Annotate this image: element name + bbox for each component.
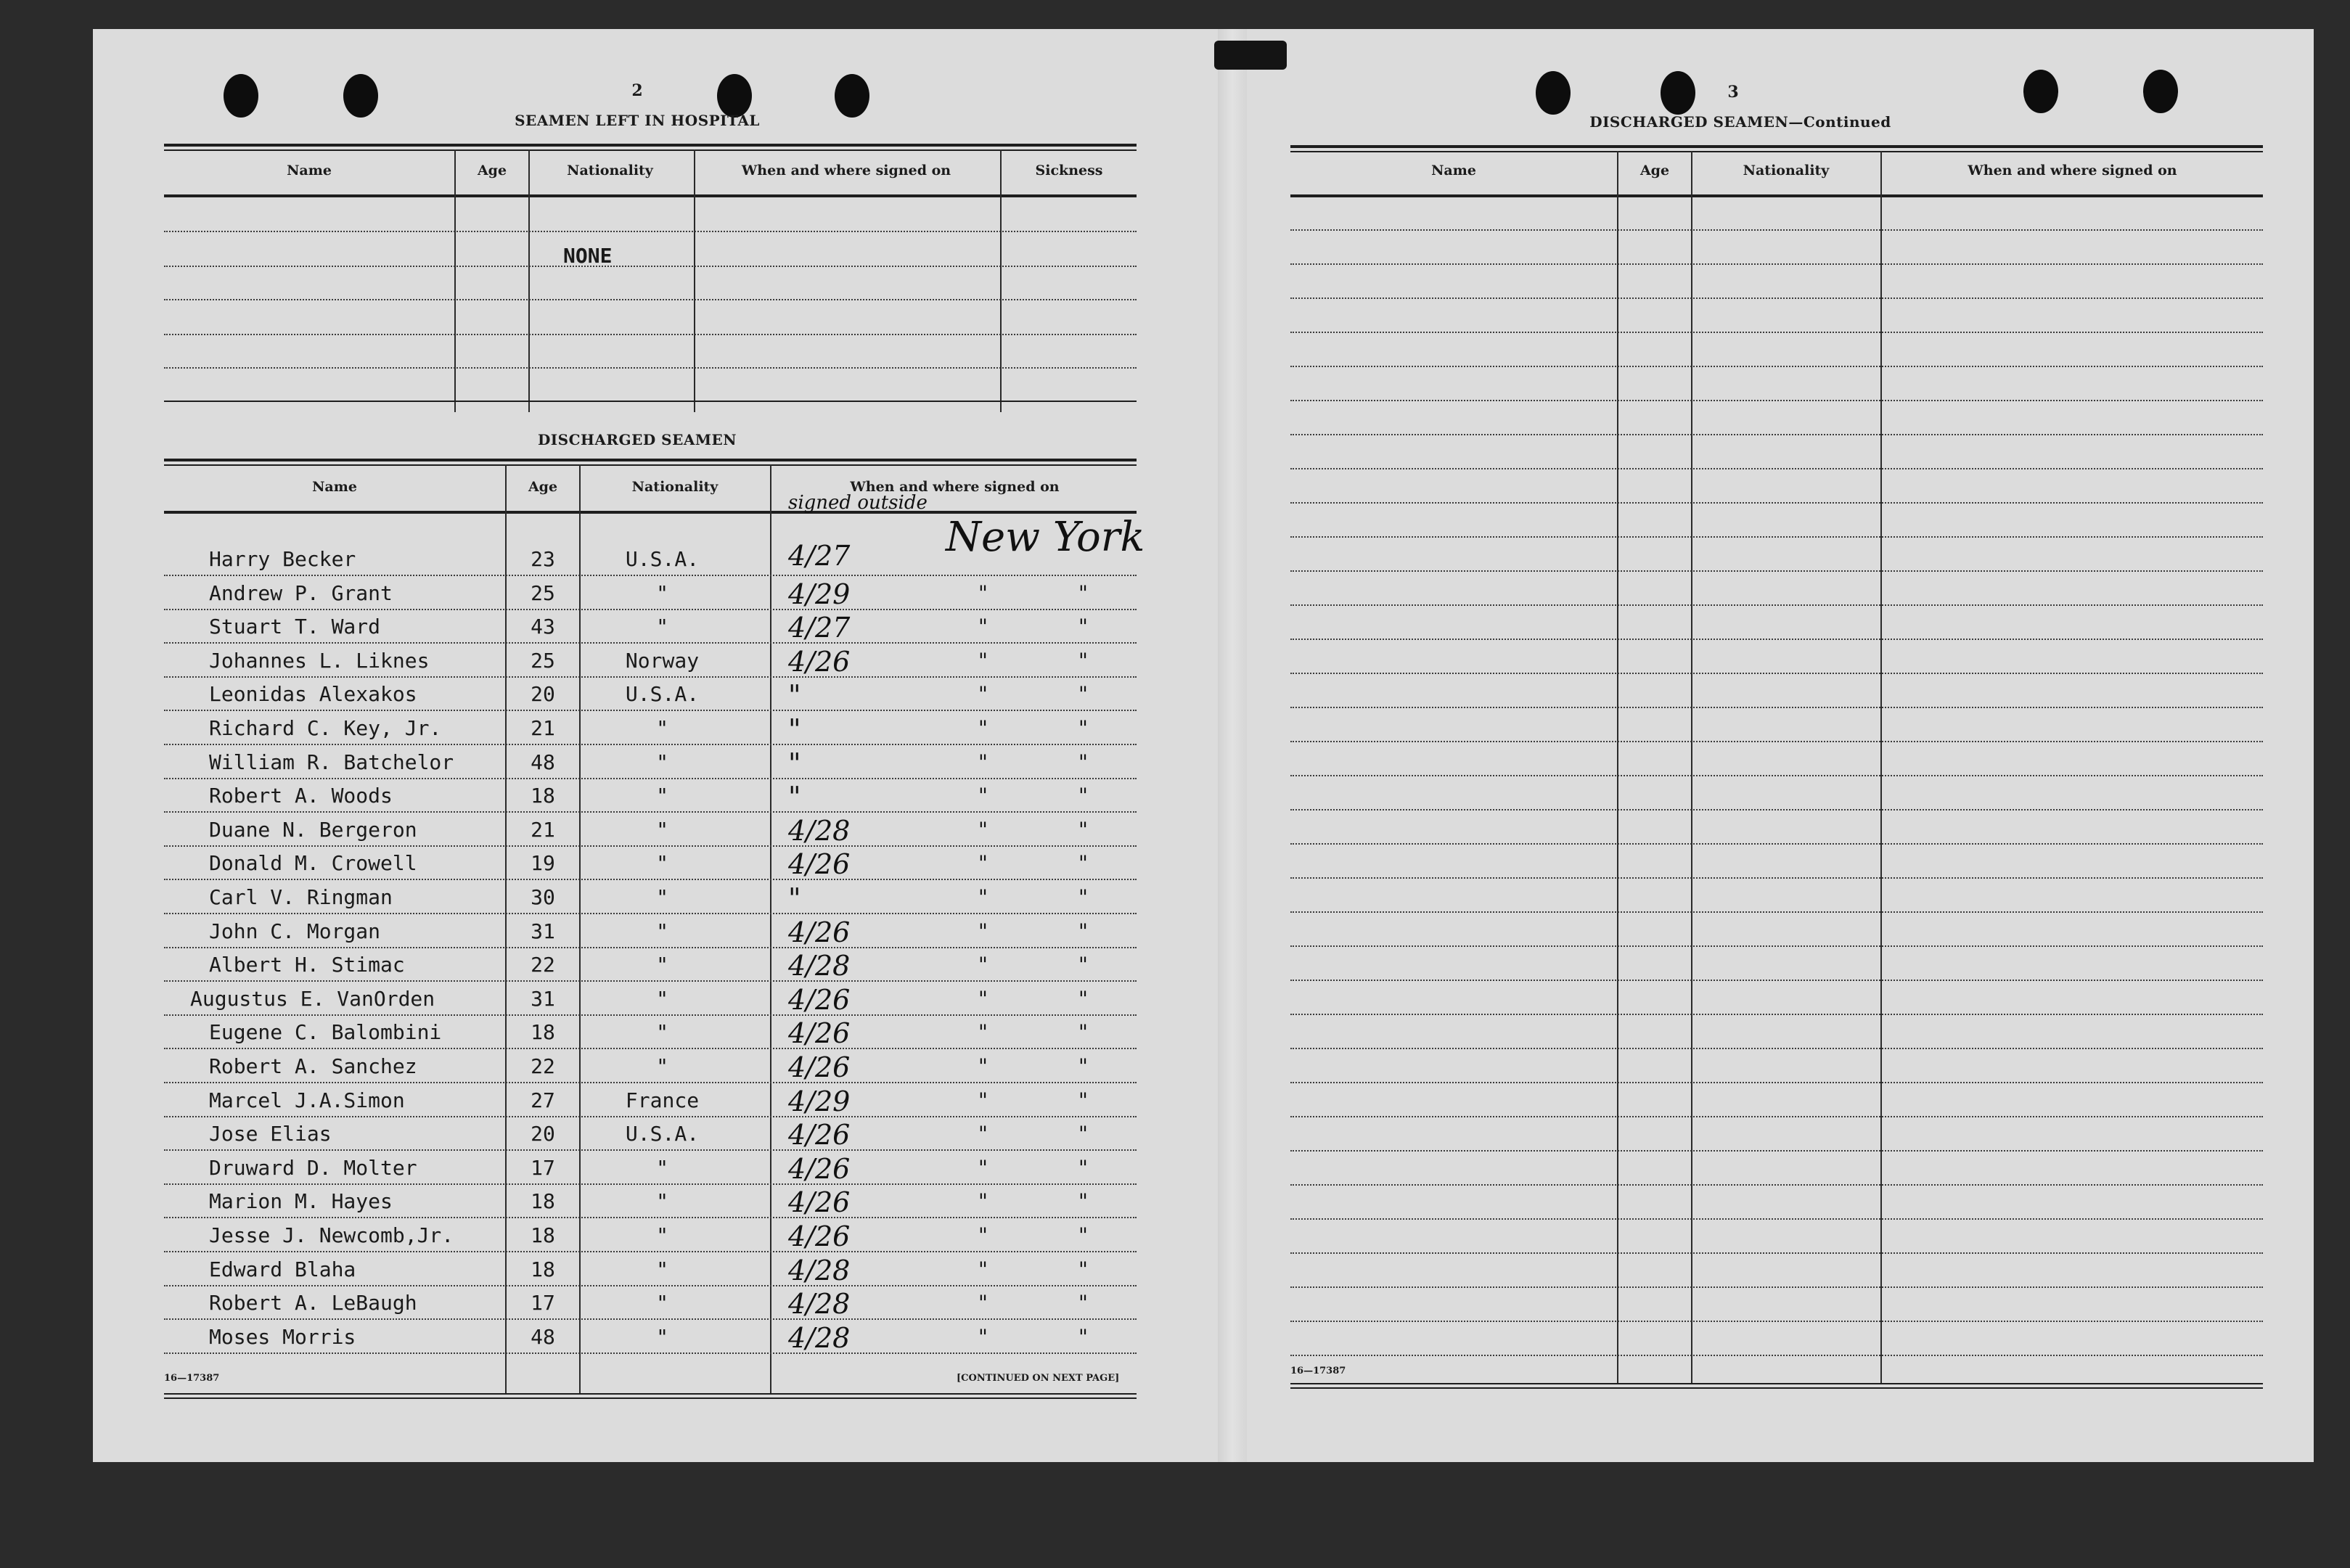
place-ditto: " [978, 1291, 988, 1315]
signed-on-date: 4/26 [788, 1220, 851, 1252]
seaman-name: Donald M. Crowell [209, 851, 417, 875]
place-ditto: " [1078, 784, 1088, 808]
table-row [164, 1186, 1137, 1220]
table-row [164, 1255, 1137, 1288]
left-page [93, 29, 1218, 1462]
row-line [1290, 1321, 2263, 1322]
seaman-name: Jose Elias [209, 1122, 332, 1146]
signed-on-date: 4/26 [788, 916, 851, 948]
seaman-age: 18 [531, 784, 555, 808]
right-page [1247, 29, 2314, 1462]
row-line [1290, 400, 2263, 401]
row-line [164, 367, 1137, 369]
table-row [164, 679, 1137, 713]
column-divider [1000, 149, 1002, 412]
hospital-section-title: SEAMEN LEFT IN HOSPITAL [515, 112, 760, 129]
seaman-age: 18 [531, 1189, 555, 1213]
ledger-sheet [93, 29, 2314, 1462]
continued-header-name: Name [1431, 163, 1476, 178]
place-ditto: " [978, 682, 988, 706]
row-line [1290, 911, 2263, 913]
place-ditto: " [1078, 885, 1088, 909]
table-row [164, 882, 1137, 916]
seaman-age: 18 [531, 1020, 555, 1044]
row-line [1290, 229, 2263, 231]
seaman-name: Andrew P. Grant [209, 581, 393, 605]
row-line [164, 1318, 1137, 1320]
place-ditto: " [1078, 851, 1088, 875]
seaman-nationality: " [656, 716, 668, 740]
row-line [164, 1048, 1137, 1049]
place-ditto: " [978, 1325, 988, 1349]
continued-section-title: DISCHARGED SEAMEN—Continued [1589, 113, 1891, 131]
seaman-age: 19 [531, 851, 555, 875]
place-ditto: " [1078, 818, 1088, 842]
seaman-age: 25 [531, 581, 555, 605]
seaman-nationality: " [656, 750, 668, 774]
seaman-nationality: " [656, 919, 668, 943]
seaman-name: Marion M. Hayes [209, 1189, 393, 1213]
table-row [164, 713, 1137, 747]
rule [164, 401, 1137, 402]
row-line [1290, 1355, 2263, 1356]
form-number: 16—17387 [1290, 1366, 1346, 1376]
seaman-nationality: " [656, 1189, 668, 1213]
seaman-age: 48 [531, 750, 555, 774]
rule [164, 149, 1137, 151]
page-number: 3 [1727, 83, 1739, 102]
seaman-nationality: " [656, 581, 668, 605]
seaman-name: Robert A. Woods [209, 784, 393, 808]
place-ditto: " [978, 1223, 988, 1247]
row-line [1290, 673, 2263, 674]
place-ditto: " [1078, 649, 1088, 673]
row-line [1290, 1116, 2263, 1117]
place-ditto: " [1078, 615, 1088, 639]
place-ditto: " [1078, 1122, 1088, 1146]
signed-on-date: " [788, 781, 801, 813]
row-line [1290, 502, 2263, 504]
place-ditto: " [1078, 1156, 1088, 1180]
place-ditto: " [1078, 1223, 1088, 1247]
seaman-age: 25 [531, 649, 555, 673]
continued-note: [CONTINUED ON NEXT PAGE] [957, 1373, 1120, 1384]
seaman-nationality: " [656, 851, 668, 875]
seaman-age: 43 [531, 615, 555, 639]
rule [164, 459, 1137, 461]
row-line [164, 947, 1137, 948]
row-line [1290, 1184, 2263, 1186]
row-line [1290, 468, 2263, 469]
rule [1290, 145, 2263, 148]
seaman-nationality: " [656, 615, 668, 639]
place-ditto: " [978, 851, 988, 875]
signed-on-date: 4/28 [788, 950, 851, 982]
signed-on-date: 4/28 [788, 815, 851, 847]
discharged-header-signed-on: When and where signed on [850, 479, 1060, 495]
row-line [164, 1014, 1137, 1016]
seaman-name: Eugene C. Balombini [209, 1020, 442, 1044]
seaman-nationality: France [625, 1088, 700, 1112]
place-ditto: " [1078, 1257, 1088, 1281]
seaman-name: Johannes L. Liknes [209, 649, 430, 673]
row-line [1290, 775, 2263, 776]
table-row [164, 747, 1137, 781]
seaman-age: 27 [531, 1088, 555, 1112]
signed-on-date: 4/29 [788, 1085, 851, 1117]
seaman-age: 31 [531, 987, 555, 1011]
seaman-nationality: U.S.A. [625, 547, 700, 571]
seaman-nationality: U.S.A. [625, 1122, 700, 1146]
seaman-nationality: " [656, 1291, 668, 1315]
seaman-age: 48 [531, 1325, 555, 1349]
discharged-header-name: Name [312, 479, 357, 495]
seaman-nationality: " [656, 1325, 668, 1349]
row-line [1290, 604, 2263, 606]
signed-on-date: 4/26 [788, 646, 851, 678]
seaman-age: 31 [531, 919, 555, 943]
row-line [1290, 741, 2263, 742]
row-line [164, 1183, 1137, 1185]
rule [1290, 1387, 2263, 1389]
row-line [1290, 1218, 2263, 1220]
table-row [164, 1322, 1137, 1355]
hospital-header-name: Name [287, 163, 332, 178]
row-line [1290, 809, 2263, 810]
row-line [1290, 1048, 2263, 1049]
place-ditto: " [978, 750, 988, 774]
row-line [164, 676, 1137, 678]
place-ditto: " [1078, 682, 1088, 706]
place-ditto: " [1078, 1189, 1088, 1213]
seaman-name: Druward D. Molter [209, 1156, 417, 1180]
table-row [164, 646, 1137, 679]
table-row [164, 1051, 1137, 1085]
row-line [1290, 1014, 2263, 1015]
row-line [1290, 1150, 2263, 1152]
rule [164, 1397, 1137, 1399]
row-line [164, 879, 1137, 880]
seaman-name: Robert A. Sanchez [209, 1054, 417, 1078]
row-line [164, 231, 1137, 232]
discharged-section-title: DISCHARGED SEAMEN [537, 431, 737, 448]
place-ditto: " [978, 1020, 988, 1044]
seaman-name: Edward Blaha [209, 1257, 356, 1281]
place-ditto: " [1078, 987, 1088, 1011]
seaman-age: 20 [531, 1122, 555, 1146]
signed-on-date: 4/26 [788, 1119, 851, 1151]
hospital-header-nationality: Nationality [567, 163, 653, 178]
hospital-header-signed-on: When and where signed on [741, 163, 951, 178]
seaman-name: Moses Morris [209, 1325, 356, 1349]
row-line [164, 913, 1137, 914]
rule [164, 1393, 1137, 1395]
table-row [164, 1119, 1137, 1152]
place-ditto: " [978, 1088, 988, 1112]
seaman-nationality: " [656, 1054, 668, 1078]
row-line [1290, 945, 2263, 947]
column-divider [454, 149, 456, 412]
row-line [1290, 1082, 2263, 1083]
seaman-name: Jesse J. Newcomb,Jr. [209, 1223, 454, 1247]
row-line [164, 1082, 1137, 1083]
seaman-nationality: U.S.A. [625, 682, 700, 706]
signed-on-date: 4/28 [788, 1288, 851, 1320]
seaman-name: Richard C. Key, Jr. [209, 716, 442, 740]
signed-on-date: 4/26 [788, 848, 851, 880]
place-ditto: " [978, 1156, 988, 1180]
row-line [1290, 263, 2263, 265]
row-line [1290, 297, 2263, 299]
signed-on-date: " [788, 882, 801, 914]
table-row [164, 950, 1137, 983]
row-line [164, 642, 1137, 644]
signed-on-date: " [788, 679, 801, 711]
seaman-age: 23 [531, 547, 555, 571]
seaman-name: John C. Morgan [209, 919, 381, 943]
place-ditto: " [1078, 1020, 1088, 1044]
place-ditto: " [1078, 750, 1088, 774]
seaman-age: 18 [531, 1223, 555, 1247]
table-row [164, 612, 1137, 645]
place-ditto: " [978, 581, 988, 605]
seaman-nationality: " [656, 885, 668, 909]
seaman-age: 22 [531, 1054, 555, 1078]
place-ditto: " [1078, 953, 1088, 977]
place-ditto: " [978, 1257, 988, 1281]
table-row [164, 781, 1137, 814]
rule [164, 194, 1137, 197]
place-ditto: " [978, 1122, 988, 1146]
place-ditto: " [978, 885, 988, 909]
table-row [164, 578, 1137, 612]
row-line [164, 575, 1137, 576]
place-ditto: " [978, 615, 988, 639]
signed-on-date: 4/26 [788, 984, 851, 1016]
row-line [1290, 536, 2263, 538]
row-line [1290, 980, 2263, 981]
seaman-age: 22 [531, 953, 555, 977]
place-ditto: " [1078, 1325, 1088, 1349]
seaman-age: 17 [531, 1291, 555, 1315]
table-row [164, 848, 1137, 882]
place-ditto: " [1078, 919, 1088, 943]
signed-on-date: 4/26 [788, 1186, 851, 1218]
signed-on-date: 4/28 [788, 1255, 851, 1286]
row-line [1290, 1286, 2263, 1288]
seaman-name: William R. Batchelor [209, 750, 454, 774]
seaman-age: 21 [531, 818, 555, 842]
table-row [164, 984, 1137, 1017]
seaman-name: Augustus E. VanOrden [190, 987, 435, 1011]
seaman-nationality: " [656, 818, 668, 842]
row-line [164, 609, 1137, 610]
row-line [1290, 707, 2263, 708]
form-number: 16—17387 [164, 1373, 220, 1384]
rule [164, 144, 1137, 147]
row-line [1290, 1252, 2263, 1254]
hospital-header-age: Age [477, 163, 507, 178]
table-row [164, 1288, 1137, 1321]
row-line [164, 334, 1137, 335]
seaman-age: 17 [531, 1156, 555, 1180]
continued-header-signed-on: When and where signed on [1968, 163, 2177, 178]
seaman-name: Marcel J.A.Simon [209, 1088, 405, 1112]
column-divider [528, 149, 530, 412]
seaman-age: 21 [531, 716, 555, 740]
seaman-nationality: " [656, 953, 668, 977]
place-ditto: " [1078, 1054, 1088, 1078]
rule [1290, 194, 2263, 197]
seaman-name: Robert A. LeBaugh [209, 1291, 417, 1315]
seaman-name: Leonidas Alexakos [209, 682, 417, 706]
row-line [1290, 366, 2263, 367]
discharged-header-nationality: Nationality [631, 479, 718, 495]
seaman-name: Duane N. Bergeron [209, 818, 417, 842]
table-row [164, 815, 1137, 848]
place-ditto: " [978, 649, 988, 673]
row-line [1290, 877, 2263, 879]
row-line [164, 811, 1137, 813]
row-line [164, 1352, 1137, 1354]
signed-on-date: 4/26 [788, 1051, 851, 1083]
rule [1290, 1383, 2263, 1384]
discharged-header-age: Age [528, 479, 558, 495]
page-number: 2 [631, 81, 643, 100]
seaman-age: 20 [531, 682, 555, 706]
handwritten-note: signed outside [788, 492, 928, 514]
place-ditto: " [978, 953, 988, 977]
row-line [1290, 843, 2263, 845]
place-ditto: " [978, 716, 988, 740]
continued-header-nationality: Nationality [1743, 163, 1830, 178]
row-line [1290, 332, 2263, 333]
row-line [164, 1285, 1137, 1286]
signed-on-date: " [788, 747, 801, 779]
seaman-name: Albert H. Stimac [209, 953, 405, 977]
hospital-header-sickness: Sickness [1035, 163, 1103, 178]
continued-header-age: Age [1639, 163, 1670, 178]
row-line [164, 1217, 1137, 1218]
row-line [164, 980, 1137, 982]
row-line [164, 778, 1137, 779]
seaman-nationality: " [656, 784, 668, 808]
table-row [164, 1017, 1137, 1051]
row-line [164, 845, 1137, 847]
row-line [164, 266, 1137, 267]
seaman-nationality: " [656, 1257, 668, 1281]
table-row [164, 1153, 1137, 1186]
place-ditto: " [1078, 581, 1088, 605]
signed-on-date: 4/28 [788, 1322, 851, 1354]
seaman-nationality: Norway [625, 649, 700, 673]
place-ditto: " [978, 1189, 988, 1213]
row-line [1290, 434, 2263, 435]
place-ditto: " [1078, 716, 1088, 740]
table-row [164, 1085, 1137, 1119]
signed-on-date: 4/27 [788, 540, 851, 572]
column-divider [1691, 151, 1692, 1384]
seaman-nationality: " [656, 987, 668, 1011]
seaman-age: 30 [531, 885, 555, 909]
handwritten-place: New York [946, 514, 1145, 561]
signed-on-date: 4/27 [788, 612, 851, 644]
column-divider [1880, 151, 1882, 1384]
rule [164, 464, 1137, 466]
signed-on-date: 4/29 [788, 578, 851, 610]
column-divider [694, 149, 695, 412]
row-line [1290, 570, 2263, 572]
place-ditto: " [978, 919, 988, 943]
seaman-nationality: " [656, 1020, 668, 1044]
page-fold [1218, 29, 1247, 1462]
place-ditto: " [978, 818, 988, 842]
seaman-nationality: " [656, 1156, 668, 1180]
signed-on-date: 4/26 [788, 1017, 851, 1049]
row-line [1290, 639, 2263, 640]
row-line [164, 1251, 1137, 1252]
place-ditto: " [1078, 1088, 1088, 1112]
table-row [164, 540, 1137, 578]
row-line [164, 710, 1137, 711]
seaman-name: Stuart T. Ward [209, 615, 381, 639]
hospital-entry: NONE [563, 244, 613, 268]
seaman-nationality: " [656, 1223, 668, 1247]
row-line [164, 744, 1137, 745]
place-ditto: " [1078, 1291, 1088, 1315]
place-ditto: " [978, 987, 988, 1011]
rule [1290, 151, 2263, 152]
row-line [164, 1149, 1137, 1151]
table-row [164, 1220, 1137, 1254]
row-line [164, 1116, 1137, 1117]
seaman-name: Harry Becker [209, 547, 356, 571]
column-divider [1617, 151, 1618, 1384]
place-ditto: " [978, 1054, 988, 1078]
row-line [164, 299, 1137, 300]
place-ditto: " [978, 784, 988, 808]
signed-on-date: 4/26 [788, 1153, 851, 1185]
seaman-name: Carl V. Ringman [209, 885, 393, 909]
seaman-age: 18 [531, 1257, 555, 1281]
signed-on-date: " [788, 713, 801, 745]
table-row [164, 916, 1137, 950]
